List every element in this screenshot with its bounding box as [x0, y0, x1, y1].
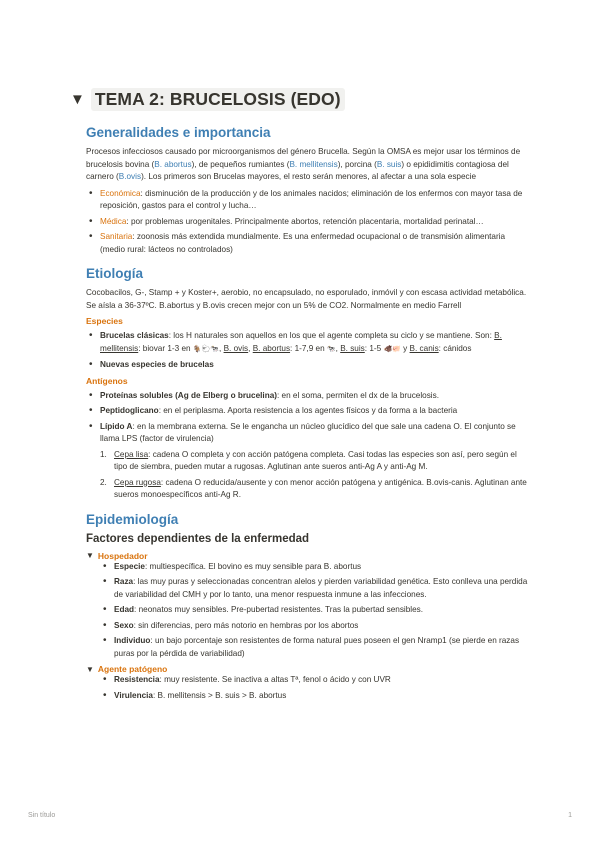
boar-pig-icon: 🐗🐖 [383, 345, 401, 353]
list-item: • Sexo: sin diferencias, pero más notorio en hembras por los abortos [100, 620, 532, 633]
agente-toggle[interactable] [86, 664, 532, 702]
etiologia-paragraph: Cocobacilos, G-, Stamp + y Koster+, aerobio, no encapsulado, no esporulado, inmóvil y con escasa actividad metabólica. Se aísla a 36-37ºC. B.abortus y B.ovis crecen mejor con un 5% de CO2. Normalmente en medio Farrell [86, 288, 527, 310]
hospedador-heading: Hospedador [97, 550, 148, 561]
factores-heading: Factores dependientes de la enfermedad [86, 532, 310, 545]
list-item: 2. Cepa rugosa: cadena O reducida/ausente y con menor acción patógena y antigénica. B.ovis-canis. Aglutinan ante sueros monoespecíficos anti-Ag R. [100, 477, 527, 499]
list-item: • Lípido A: en la membrana externa. Se le engancha un núcleo glucídico del que sale una cadena O. El conjunto se llama LPS (factor de virulencia) [86, 421, 532, 446]
link-b-mellitensis[interactable]: B. mellitensis [289, 159, 338, 169]
list-item: • Individuo: un bajo porcentaje son resistentes de forma natural pues poseen el gen Nramp1 (se pierde en razas puras por la pérdida de variabilidad) [100, 635, 532, 660]
list-item: 1. Cepa lisa: cadena O completa y con acción patógena completa. Casi todas las especies son así, pero según el tipo de siembra, pueden mutar a rugosas. Aglutinan ante sueros anti-Ag A y anti-Ag M. [100, 449, 517, 471]
list-item: • Proteínas solubles (Ag de Elberg o brucelina): en el soma, permiten el dx de la brucelosis. [86, 390, 532, 403]
list-item: • Edad: neonatos muy sensibles. Pre-pubertad resistentes. Tras la pubertad sensibles. [100, 604, 532, 617]
toggle-arrow-icon[interactable]: ▼ [86, 551, 94, 560]
list-item: • Brucelas clásicas: los H naturales son aquellos en los que el agente completa su ciclo y se mantiene. Son: B. mellitensis: biovar 1-3 en 🐐🐑🐄, B. ovis, B. abortus: 1-7,9 en 🐄, B. suis: 1-5 🐗🐖 y B. canis: cánidos [86, 330, 532, 356]
link-b-ovis[interactable]: B.ovis [118, 172, 142, 181]
antigenos-heading: Antígenos [86, 375, 128, 386]
link-b-suis[interactable]: B. suis [376, 159, 402, 169]
list-item: • Médica: por problemas urogenitales. Principalmente abortos, retención placentaria, mortalidad perinatal… [86, 216, 532, 229]
list-item: • Raza: las muy puras y seleccionadas concentran alelos y pierden variabilidad genética. Esto conlleva una perdida de variabilidad del CMH y por lo tanto, una menor respuesta inmune a las infecciones. [100, 576, 532, 601]
hospedador-toggle[interactable] [86, 551, 532, 661]
goat-sheep-cow-icon: 🐐🐑🐄 [192, 345, 220, 353]
especies-heading: Especies [86, 316, 123, 326]
especies-list [86, 330, 532, 372]
page-title[interactable] [70, 88, 532, 111]
agente-heading: Agente patógeno [97, 664, 168, 674]
list-item: • Especie: multiespecífica. El bovino es muy sensible para B. abortus [100, 561, 532, 574]
generalidades-paragraph: Procesos infecciosos causado por microorganismos del género Brucella. Según la OMSA es mejor usar los términos de brucelosis bovina (B. abortus), de pequeños rumiantes (B. mellitensis), porcina (B. suis) o epididimitis contagiosa del carnero (B.ovis). Los primeros son Brucelas mayores, el resto serán menores, al afectar a una sola especie [86, 147, 521, 181]
document-body [70, 88, 532, 705]
link-b-abortus[interactable]: B. abortus [154, 159, 192, 169]
etiologia-heading: Etiología [86, 266, 143, 281]
toggle-triangle-icon[interactable]: ▼ [70, 91, 85, 108]
epidemiologia-heading: Epidemiología [86, 511, 179, 527]
importancia-list [86, 188, 532, 257]
page-title-text: TEMA 2: BRUCELOSIS (EDO) [91, 88, 345, 111]
antigenos-list [86, 390, 532, 446]
footer-page-number: 1 [568, 812, 572, 819]
generalidades-heading: Generalidades e importancia [86, 125, 271, 140]
list-item: • Sanitaria: zoonosis más extendida mundialmente. Es una enfermedad ocupacional o de transmisión alimentaria (medio rural: lácteos no controlados) [86, 231, 532, 256]
cow-icon: 🐄 [326, 345, 336, 353]
agente-list [100, 674, 532, 702]
toggle-arrow-icon[interactable]: ▼ [86, 664, 94, 674]
list-item: • Peptidoglicano: en el periplasma. Aporta resistencia a los agentes físicos y da forma a la bacteria [86, 405, 532, 418]
hospedador-list [100, 561, 532, 661]
list-item: • Económica: disminución de la producción y de los animales nacidos; eliminación de los enfermos con mayor tasa de reposición, gastos para el control y lucha… [86, 188, 532, 213]
list-item: • Virulencia: B. mellitensis > B. suis > B. abortus [100, 690, 532, 703]
cepas-list [100, 449, 532, 502]
footer-doc-title: Sin título [28, 812, 56, 819]
list-item: • Resistencia: muy resistente. Se inactiva a altas Tª, fenol o ácido y con UVR [100, 674, 532, 687]
list-item: • Nuevas especies de brucelas [86, 359, 532, 372]
